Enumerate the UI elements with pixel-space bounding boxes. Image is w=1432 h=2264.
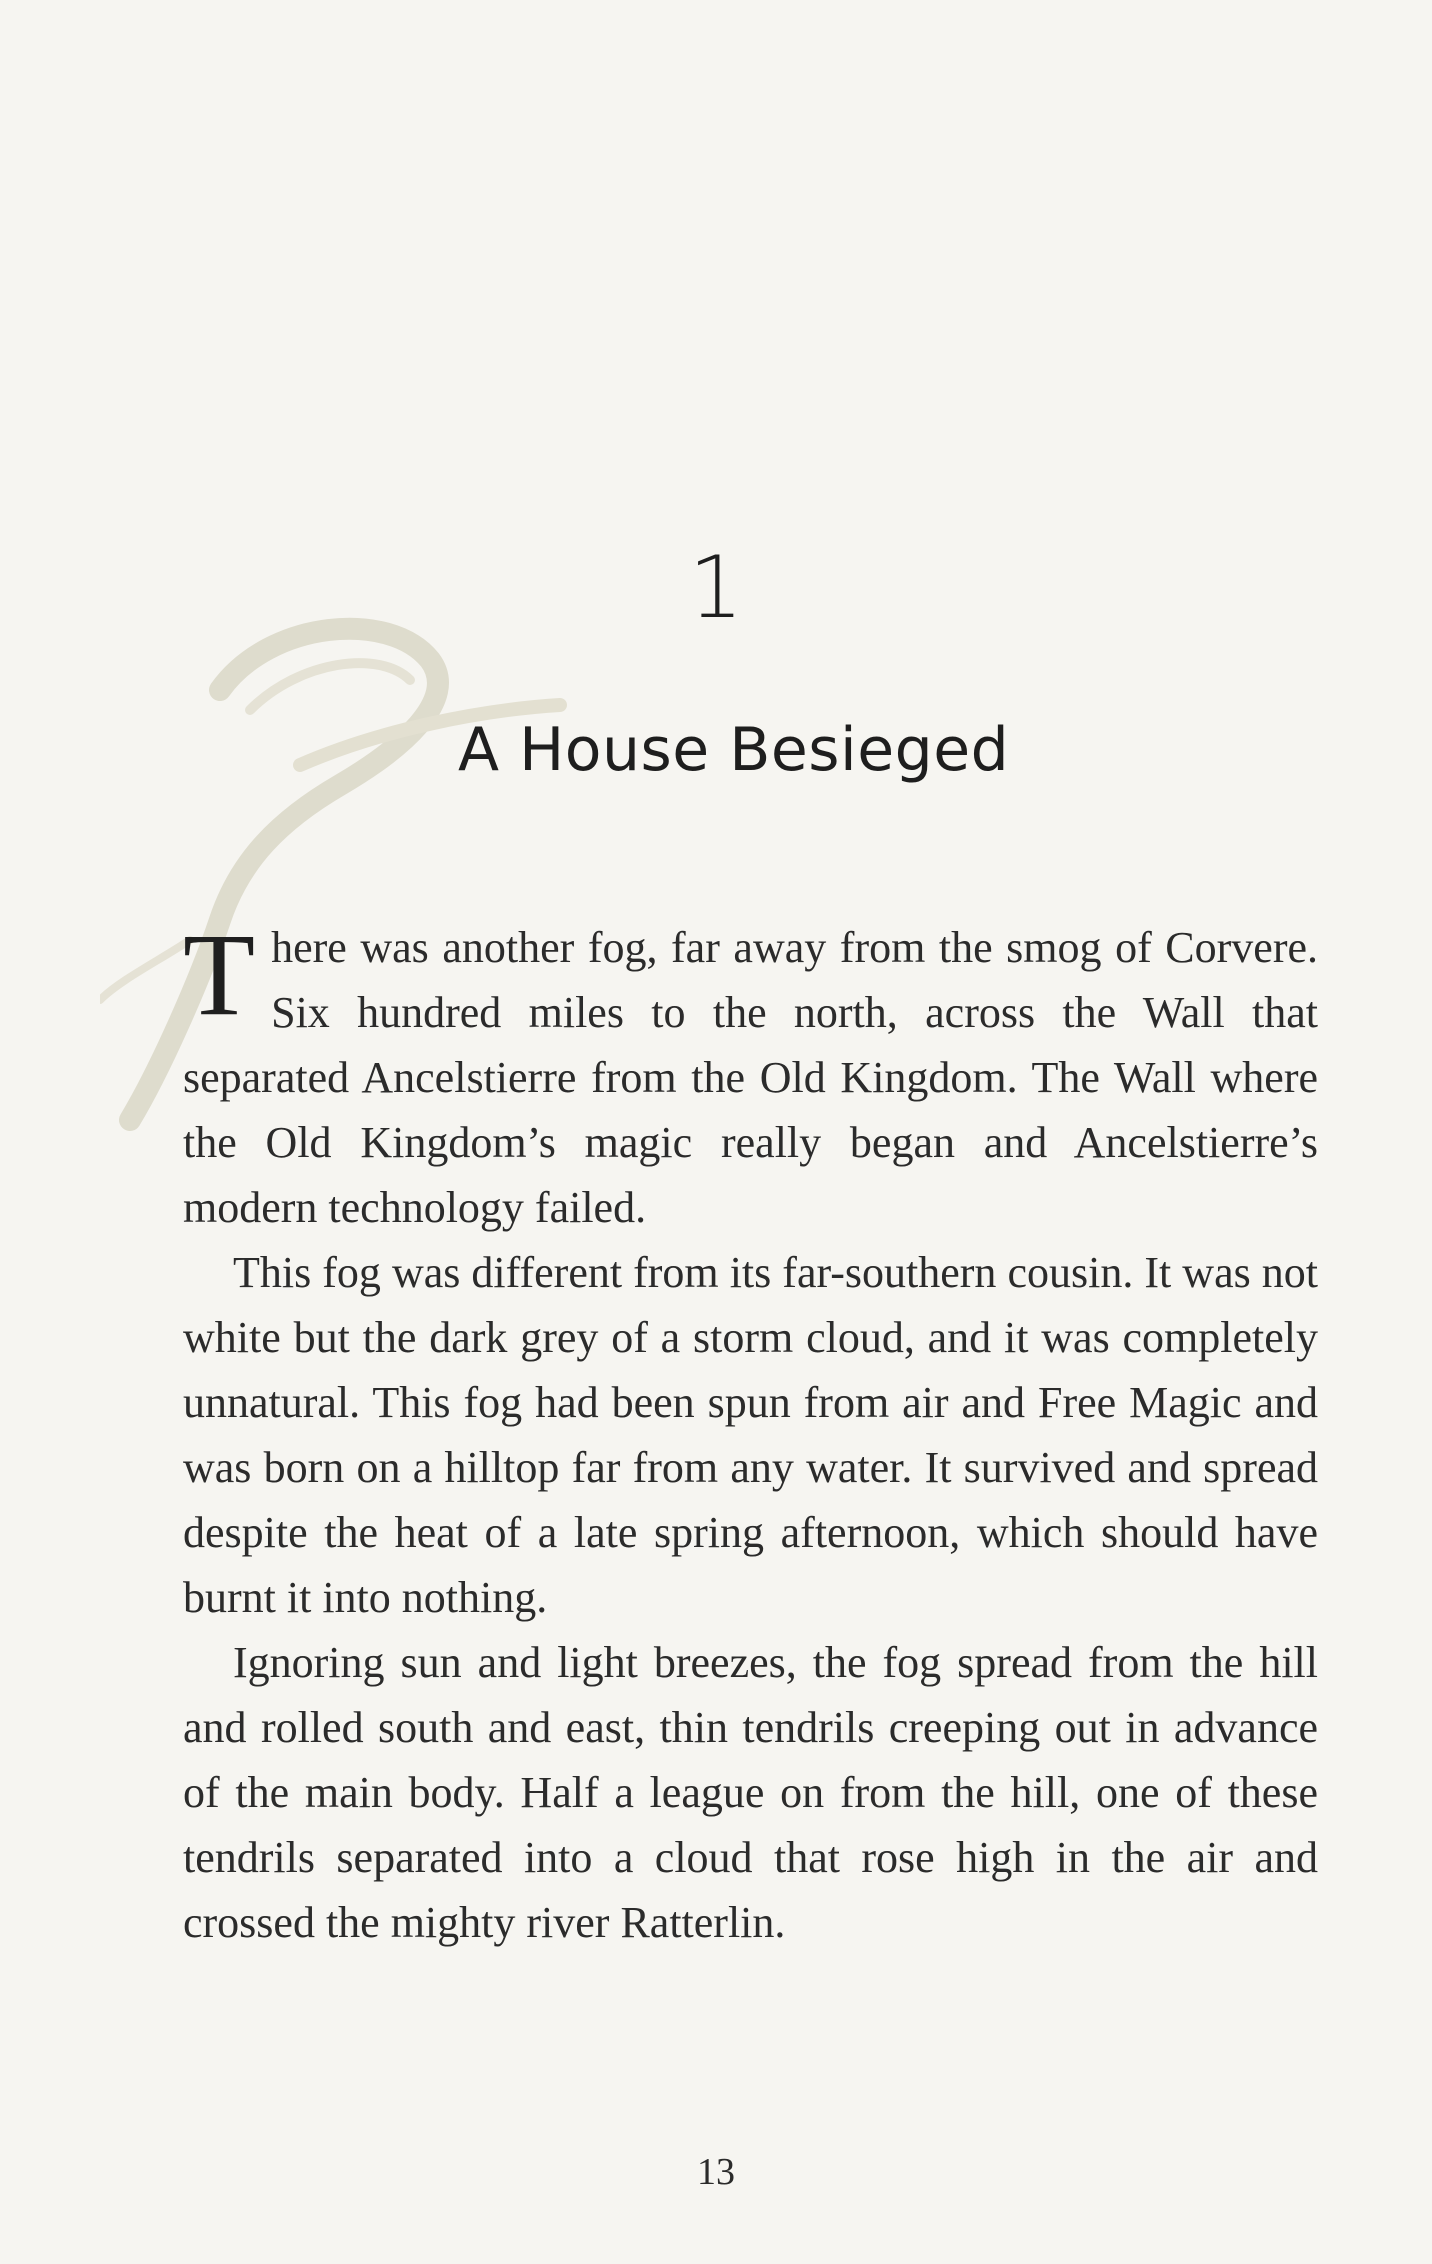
drop-cap: T	[183, 909, 256, 1040]
paragraph-1	[183, 909, 1318, 1240]
paragraph-3: Ignoring sun and light breezes, the fog spread from the hill and rolled south and east, thin tendrils creeping out in advance of the main body. Half a league on from the hill, one of these tendrils separated into a cloud that rose high in the air and crossed the mighty river Ratterlin.	[183, 1638, 1318, 1947]
page-number: 13	[697, 2151, 735, 2193]
paragraph-2: This fog was different from its far-southern cousin. It was not white but the dark grey of a storm cloud, and it was completely unnatural. This fog had been spun from air and Free Magic and was born on a hilltop far from any water. It survived and spread despite the heat of a late spring afternoon, which should have burnt it into nothing.	[183, 1248, 1318, 1622]
chapter-body-text	[183, 909, 1318, 1955]
chapter-number: 1	[688, 538, 744, 638]
paragraph-1-text: here was another fog, far away from the smog of Corvere. Six hundred miles to the north, across the Wall that separated Ancelstierre from the Old Kingdom. The Wall where the Old Kingdom’s magic really began and Ancelstierre’s modern technology failed.	[183, 923, 1318, 1232]
chapter-title: A House Besieged	[458, 715, 1010, 785]
